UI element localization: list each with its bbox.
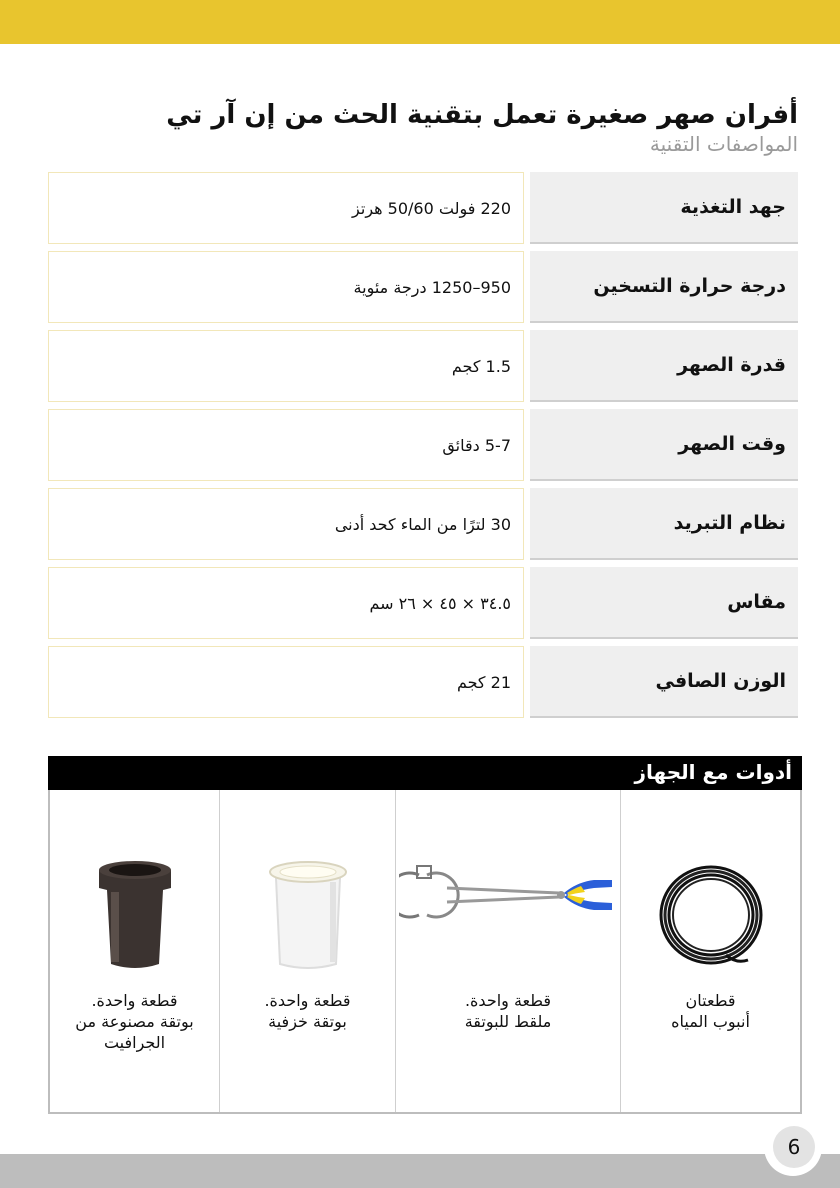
tool-cell-ceramic-crucible: [219, 790, 395, 1112]
graphite-crucible-icon: [97, 860, 173, 972]
spec-label: مقاس: [530, 567, 798, 639]
spec-row: [48, 565, 798, 641]
spec-value: 30 لترًا من الماء كحد أدنى: [48, 488, 524, 560]
tool-cell-water-hose: [620, 790, 800, 1112]
page-subtitle: المواصفات التقنية: [649, 132, 798, 156]
spec-value: 950–1250 درجة مئوية: [48, 251, 524, 323]
spec-table: [48, 170, 798, 723]
spec-label: درجة حرارة التسخين: [530, 251, 798, 323]
ceramic-crucible-icon: [268, 860, 348, 972]
tool-cell-crucible-tongs: [395, 790, 620, 1112]
tools-section-header: أدوات مع الجهاز: [48, 756, 802, 790]
bottom-footer-bar: [0, 1154, 840, 1188]
spec-value: 220 فولت 50/60 هرتز: [48, 172, 524, 244]
spec-label: وقت الصهر: [530, 409, 798, 481]
spec-value: 5-7 دقائق: [48, 409, 524, 481]
spec-row: [48, 407, 798, 483]
spec-label: الوزن الصافي: [530, 646, 798, 718]
spec-row: [48, 328, 798, 404]
page-title: أفران صهر صغيرة تعمل بتقنية الحث من إن آر تي: [166, 100, 798, 130]
spec-row: [48, 249, 798, 325]
spec-row: [48, 486, 798, 562]
tools-grid: [48, 790, 802, 1114]
tool-caption: قطعة واحدة. بوتقة خزفية: [264, 991, 351, 1031]
tool-caption: قطعة واحدة. بوتقة مصنوعة من الجرافيت: [75, 991, 194, 1052]
tool-cell-graphite-crucible: [50, 790, 219, 1112]
crucible-tongs-icon: [399, 860, 617, 930]
water-hose-icon: [656, 860, 766, 970]
tool-caption: قطعتان أنبوب المياه: [671, 991, 750, 1031]
spec-value: 21 كجم: [48, 646, 524, 718]
spec-value: 1.5 كجم: [48, 330, 524, 402]
spec-label: قدرة الصهر: [530, 330, 798, 402]
spec-label: جهد التغذية: [530, 172, 798, 244]
spec-row: [48, 644, 798, 720]
spec-value: ٣٤.٥ × ٤٥ × ٢٦ سم: [48, 567, 524, 639]
spec-row: [48, 170, 798, 246]
top-accent-bar: [0, 0, 840, 44]
tool-caption: قطعة واحدة. ملقط للبوتقة: [464, 991, 552, 1031]
title-block: [38, 98, 798, 156]
page-number: 6: [773, 1126, 815, 1168]
spec-label: نظام التبريد: [530, 488, 798, 560]
